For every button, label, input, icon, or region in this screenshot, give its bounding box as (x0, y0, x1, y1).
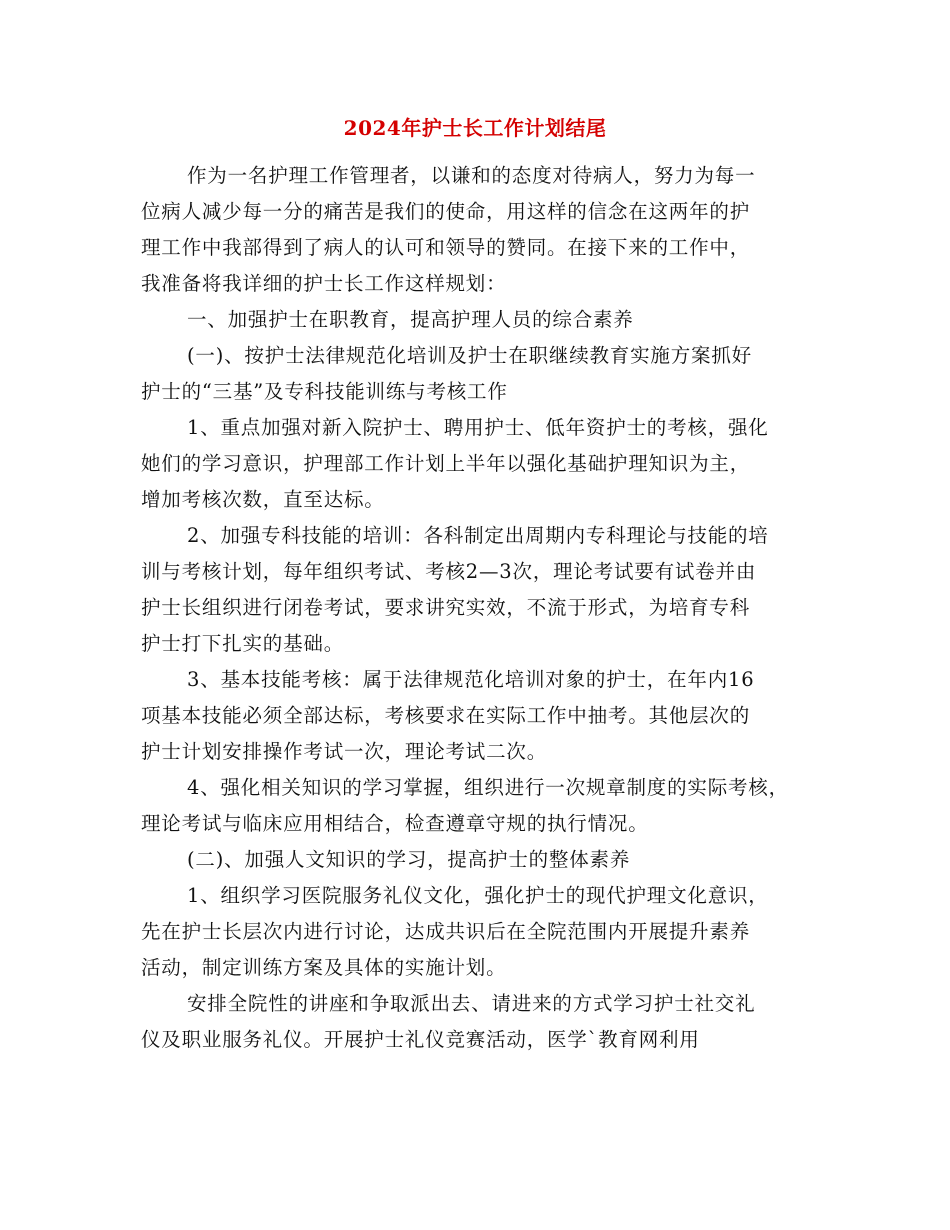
paragraph-line: 活动，制定训练方案及具体的实施计划。 (141, 956, 507, 979)
paragraph-line: 护士长组织进行闭卷考试，要求讲究实效，不流于形式，为培育专科 (141, 596, 751, 619)
section-heading: 一、加强护士在职教育，提高护理人员的综合素养 (187, 308, 634, 331)
paragraph-line: 护士打下扎实的基础。 (141, 632, 345, 655)
paragraph-line: 理论考试与临床应用相结合，检查遵章守规的执行情况。 (141, 812, 649, 835)
paragraph-line: 作为一名护理工作管理者，以谦和的态度对待病人，努力为每一 (187, 164, 756, 187)
subsection-heading: 护士的“三基”及专科技能训练与考核工作 (141, 380, 508, 403)
paragraph-line: 先在护士长层次内进行讨论，达成共识后在全院范围内开展提升素养 (141, 920, 751, 943)
paragraph-line: 安排全院性的讲座和争取派出去、请进来的方式学习护士社交礼 (187, 992, 756, 1015)
paragraph-line: 增加考核次数，直至达标。 (141, 488, 385, 511)
document-title: 2024年护士长工作计划结尾 (343, 116, 607, 140)
paragraph-line: 3、基本技能考核：属于法律规范化培训对象的护士，在年内16 (187, 668, 755, 691)
subsection-heading: (一)、按护士法律规范化培训及护士在职继续教育实施方案抓好 (187, 344, 752, 367)
document-body (141, 158, 821, 1058)
paragraph-line: 1、重点加强对新入院护士、聘用护士、低年资护士的考核，强化 (187, 416, 769, 439)
paragraph-line: 我准备将我详细的护士长工作这样规划： (141, 272, 507, 295)
paragraph-line: 护士计划安排操作考试一次，理论考试二次。 (141, 740, 548, 763)
paragraph-line: 理工作中我部得到了病人的认可和领导的赞同。在接下来的工作中， (141, 236, 751, 259)
paragraph-line: 4、强化相关知识的学习掌握，组织进行一次规章制度的实际考核， (187, 776, 789, 799)
paragraph-line: 位病人减少每一分的痛苦是我们的使命，用这样的信念在这两年的护 (141, 200, 751, 223)
paragraph-line: 2、加强专科技能的培训：各科制定出周期内专科理论与技能的培 (187, 524, 769, 547)
paragraph-line: 仪及职业服务礼仪。开展护士礼仪竞赛活动，医学`教育网利用 (141, 1028, 700, 1051)
paragraph-line: 项基本技能必须全部达标，考核要求在实际工作中抽考。其他层次的 (141, 704, 751, 727)
paragraph-line: 1、组织学习医院服务礼仪文化，强化护士的现代护理文化意识， (187, 884, 769, 907)
paragraph-line: 训与考核计划，每年组织考试、考核2—3次，理论考试要有试卷并由 (141, 560, 757, 583)
paragraph-line: 她们的学习意识，护理部工作计划上半年以强化基础护理知识为主， (141, 452, 751, 475)
subsection-heading: (二)、加强人文知识的学习，提高护士的整体素养 (187, 848, 631, 871)
